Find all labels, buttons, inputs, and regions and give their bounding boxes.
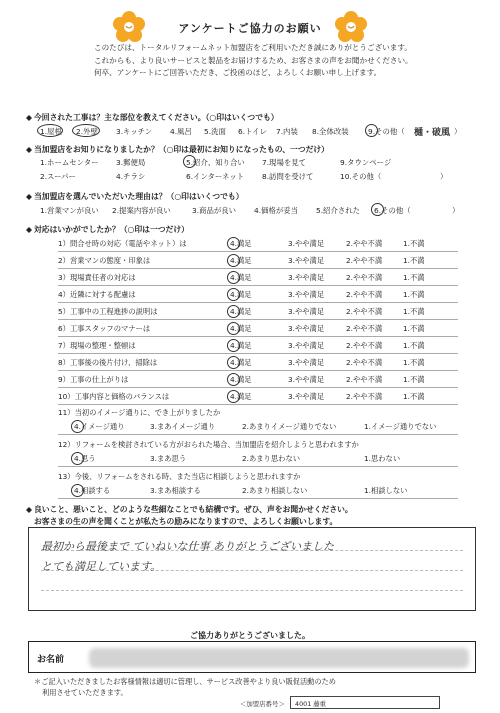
rating-option-1[interactable]: 1.不満 [403, 324, 425, 333]
q1-heading: ◆ 今回された工事は？主な部位を教えてください。（○印はいくつでも） [26, 113, 279, 122]
rating-row-label: 10）工事内容と価格のバランスは [58, 392, 170, 401]
rating-option-3[interactable]: 3.やや満足 [288, 307, 325, 316]
rating-option-4[interactable]: 4.満足 [230, 375, 252, 384]
rating-row-label: 6）工事スタッフのマナーは [58, 324, 151, 333]
q1-option-washroom[interactable]: 5.洗面 [204, 127, 226, 136]
q3-option-salesman[interactable]: 1.営業マンが良い [40, 206, 99, 215]
rating-row [58, 287, 458, 303]
page-title: アンケートご協力のお願い [178, 22, 322, 35]
rating-option-2[interactable]: 2.やや不満 [346, 307, 383, 316]
rating-row-label: 3）現場責任者の対応は [58, 273, 136, 282]
rating-option-3[interactable]: 3.やや満足 [288, 341, 325, 350]
rating-option-4[interactable]: 4.満足 [230, 256, 252, 265]
rating-option-4[interactable]: 4.満足 [230, 273, 252, 282]
rating-row [58, 372, 458, 388]
rating-option-3[interactable]: 3.やや満足 [288, 358, 325, 367]
rating-option-4[interactable]: 4.満足 [230, 290, 252, 299]
store-number-label: ＜加盟店番号＞ [240, 700, 285, 708]
rating-row [58, 389, 458, 405]
rating-option-2[interactable]: 2.やや不満 [346, 341, 383, 350]
q11-options [74, 422, 474, 434]
rating-option-1[interactable]: 1.不満 [403, 239, 425, 248]
rating-option-4[interactable]: 4.満足 [230, 341, 252, 350]
rating-option-2[interactable]: 2.やや不満 [346, 358, 383, 367]
q2-option-site[interactable]: 7.現場を見て [262, 158, 307, 167]
q2-option-home-center[interactable]: 1.ホームセンター [40, 158, 99, 167]
name-label: お名前 [37, 655, 65, 665]
rating-option-3[interactable]: 3.やや満足 [288, 239, 325, 248]
rating-option-2[interactable]: 2.やや不満 [346, 256, 383, 265]
q2-option-town-page[interactable]: 9.タウンページ [340, 158, 392, 167]
answer-circle [183, 155, 196, 168]
q1-options: 1.屋根 2.外壁 3.キッチン 4.風呂 5.洗面 6.トイレ 7.内装 8.全体改装 9.その他（ 樋・破風 ） [40, 126, 480, 138]
rating-option-3[interactable]: 3.やや満足 [288, 375, 325, 384]
q12-text: 12）リフォームを検討されている方がおられた場合、当加盟店を紹介しようと思われますか [58, 440, 359, 449]
store-number [240, 699, 327, 708]
name-field[interactable] [28, 641, 476, 673]
q12-option-1[interactable]: 1.思わない [364, 454, 401, 463]
q1-option-other[interactable]: 9.その他（ [368, 127, 405, 136]
q3-option-other[interactable]: 6.その他（ [374, 206, 411, 215]
q2-options: 1.ホームセンター 3.郵便局 5.紹介、知り合い 7.現場を見て 9.タウンページ 2.スーパー 4.チラシ 6.インターネット 8.訪問を受けて 10.その他（ ） [40, 157, 480, 187]
rating-row-label: 1）問合せ時の対応（電話やネット）は [58, 239, 187, 248]
rating-option-3[interactable]: 3.やや満足 [288, 324, 325, 333]
rating-row-label: 9）工事の仕上がりは [58, 375, 129, 384]
rating-option-3[interactable]: 3.やや満足 [288, 273, 325, 282]
handwritten-comment-line: 最初から最後まで ていねいな仕事 ありがとうございました [41, 540, 334, 553]
q1-option-roof[interactable]: 1.屋根 [40, 127, 62, 136]
rating-option-4[interactable]: 4.満足 [230, 358, 252, 367]
q4-heading: ◆ 対応はいかがでしたか？（○印は一つだけ） [26, 225, 189, 234]
q3-heading: ◆ 当加盟店を選んでいただいた理由は？（○印はいくつでも） [26, 192, 244, 201]
answer-circle [71, 484, 84, 497]
answer-circle [227, 237, 240, 250]
q2-option-other[interactable]: 10.その他（ [340, 172, 382, 181]
thanks-text: ご協力ありがとうございました。 [190, 631, 310, 640]
q1-option-toilet[interactable]: 6.トイレ [238, 127, 267, 136]
answer-circle [227, 339, 240, 352]
rating-option-1[interactable]: 1.不満 [403, 273, 425, 282]
intro-text: このたびは、トータルリフォームネット加盟店をご利用いただき誠にありがとうございます。 これからも、より良いサービスと製品をお届けするため、お客さまの声をお聞かせください。 何卒、アンケートにご回答いただき、ご投函のほど、よろしくお願い申し上げます。 [94, 43, 413, 77]
q11-option-4[interactable]: 4.イメージ通り [74, 422, 125, 431]
rating-option-4[interactable]: 4.満足 [230, 239, 252, 248]
q3-option-proposal[interactable]: 2.提案内容が良い [112, 206, 171, 215]
rating-option-1[interactable]: 1.不満 [403, 256, 425, 265]
answer-circle [37, 124, 63, 137]
header [0, 6, 500, 106]
rating-option-4[interactable]: 4.満足 [230, 324, 252, 333]
q2-option-internet[interactable]: 6.インターネット [186, 172, 245, 181]
q13-option-4[interactable]: 4.相談する [74, 486, 111, 495]
q3-option-price[interactable]: 4.価格が妥当 [254, 206, 299, 215]
rating-row [58, 355, 458, 371]
q12-options [74, 454, 474, 466]
rating-row [58, 270, 458, 286]
answer-circle [227, 373, 240, 386]
rating-option-2[interactable]: 2.やや不満 [346, 273, 383, 282]
q2-option-post-office[interactable]: 3.郵便局 [116, 158, 146, 167]
rating-option-3[interactable]: 3.やや満足 [288, 256, 325, 265]
q11-option-2[interactable]: 2.あまりイメージ通りでない [242, 422, 337, 431]
rating-option-4[interactable]: 4.満足 [230, 392, 252, 401]
rating-option-2[interactable]: 2.やや不満 [346, 239, 383, 248]
rating-row [58, 304, 458, 320]
q1-option-kitchen[interactable]: 3.キッチン [116, 127, 153, 136]
rating-row [58, 236, 458, 252]
q3-option-referred[interactable]: 5.紹介された [316, 206, 361, 215]
answer-circle [227, 305, 240, 318]
q13-text: 13）今後、リフォームをされる時、また当店に相談しようと思われますか [58, 472, 301, 481]
rating-option-3[interactable]: 3.やや満足 [288, 290, 325, 299]
answer-circle [227, 288, 240, 301]
q1-other-handwritten: 樋・破風 [414, 128, 451, 138]
rating-row [58, 253, 458, 269]
q12-option-3[interactable]: 3.まあ思う [150, 454, 187, 463]
q5-subheading: お客さまの生の声を聞くことが私たちの励みになりますので、よろしくお願いします。 [34, 517, 338, 526]
rating-row [58, 338, 458, 354]
answer-circle [72, 124, 100, 137]
q12-option-4[interactable]: 4.思う [74, 454, 96, 463]
answer-circle [227, 356, 240, 369]
q2-heading: ◆ 当加盟店をお知りになりましたか？（○印は最初にお知りになったもの、一つだけ） [26, 145, 329, 154]
flower-icon [334, 10, 368, 44]
privacy-note: ＊ご記入いただきましたお客様情報は適切に管理し、サービス改善やより良い販促活動のため 利用させていただきます。 [34, 677, 336, 697]
rating-row-label: 2）営業マンの態度・印象は [58, 256, 151, 265]
answer-circle [71, 452, 84, 465]
rating-option-4[interactable]: 4.満足 [230, 307, 252, 316]
q13-option-2[interactable]: 2.あまり相談しない [242, 486, 308, 495]
rating-option-1[interactable]: 1.不満 [403, 290, 425, 299]
rating-row-label: 4）近隣に対する配慮は [58, 290, 136, 299]
q3-option-product[interactable]: 3.商品が良い [192, 206, 237, 215]
redacted-name [89, 648, 469, 668]
rating-option-1[interactable]: 1.不満 [403, 341, 425, 350]
answer-circle [365, 124, 378, 137]
rating-row-label: 8）工事後の後片付け、掃除は [58, 358, 158, 367]
rating-option-1[interactable]: 1.不満 [403, 307, 425, 316]
q11-option-3[interactable]: 3.まあイメージ通り [150, 422, 216, 431]
rating-option-3[interactable]: 3.やや満足 [288, 392, 325, 401]
rating-option-1[interactable]: 1.不満 [403, 392, 425, 401]
rating-option-1[interactable]: 1.不満 [403, 375, 425, 384]
answer-circle [371, 203, 384, 216]
q13-options [74, 486, 474, 498]
answer-circle [227, 271, 240, 284]
q1-option-exterior-wall[interactable]: 2.外壁 [76, 127, 98, 136]
q2-option-flyer[interactable]: 4.チラシ [116, 172, 146, 181]
rating-option-2[interactable]: 2.やや不満 [346, 290, 383, 299]
answer-circle [227, 322, 240, 335]
rating-row-label: 7）現場の整理・整頓は [58, 341, 136, 350]
comment-box[interactable] [28, 527, 476, 611]
answer-circle [227, 390, 240, 403]
q1-option-interior[interactable]: 7.内装 [276, 127, 298, 136]
handwritten-comment-line: とても満足しています。 [41, 560, 162, 573]
q13-option-3[interactable]: 3.まあ相談する [150, 486, 201, 495]
q5-heading: ◆ 良いこと、悪いこと、どのような些細なことでも結構です。ぜひ、声をお聞かせください。 [26, 505, 353, 514]
rating-option-2[interactable]: 2.やや不満 [346, 324, 383, 333]
rating-row [58, 321, 458, 337]
q1-option-bath[interactable]: 4.風呂 [170, 127, 192, 136]
q12-option-2[interactable]: 2.あまり思わない [242, 454, 301, 463]
answer-circle [227, 254, 240, 267]
q2-option-visit[interactable]: 8.訪問を受けて [262, 172, 314, 181]
rating-option-2[interactable]: 2.やや不満 [346, 375, 383, 384]
q13-option-1[interactable]: 1.相談しない [364, 486, 408, 495]
q2-option-referral[interactable]: 5.紹介、知り合い [186, 158, 245, 167]
answer-circle [71, 420, 84, 433]
q11-text: 11）当初のイメージ通りに、でき上がりましたか [58, 408, 221, 417]
store-number-value: 4001 藤重 [290, 696, 440, 709]
q1-option-full-renovation[interactable]: 8.全体改装 [312, 127, 349, 136]
q2-option-supermarket[interactable]: 2.スーパー [40, 172, 76, 181]
rating-option-1[interactable]: 1.不満 [403, 358, 425, 367]
rating-row-label: 5）工事中の工程進捗の説明は [58, 307, 158, 316]
q11-option-1[interactable]: 1.イメージ通りでない [364, 422, 437, 431]
rating-option-2[interactable]: 2.やや不満 [346, 392, 383, 401]
q3-options: 1.営業マンが良い 2.提案内容が良い 3.商品が良い 4.価格が妥当 5.紹介された 6.その他（ ） [40, 205, 480, 217]
